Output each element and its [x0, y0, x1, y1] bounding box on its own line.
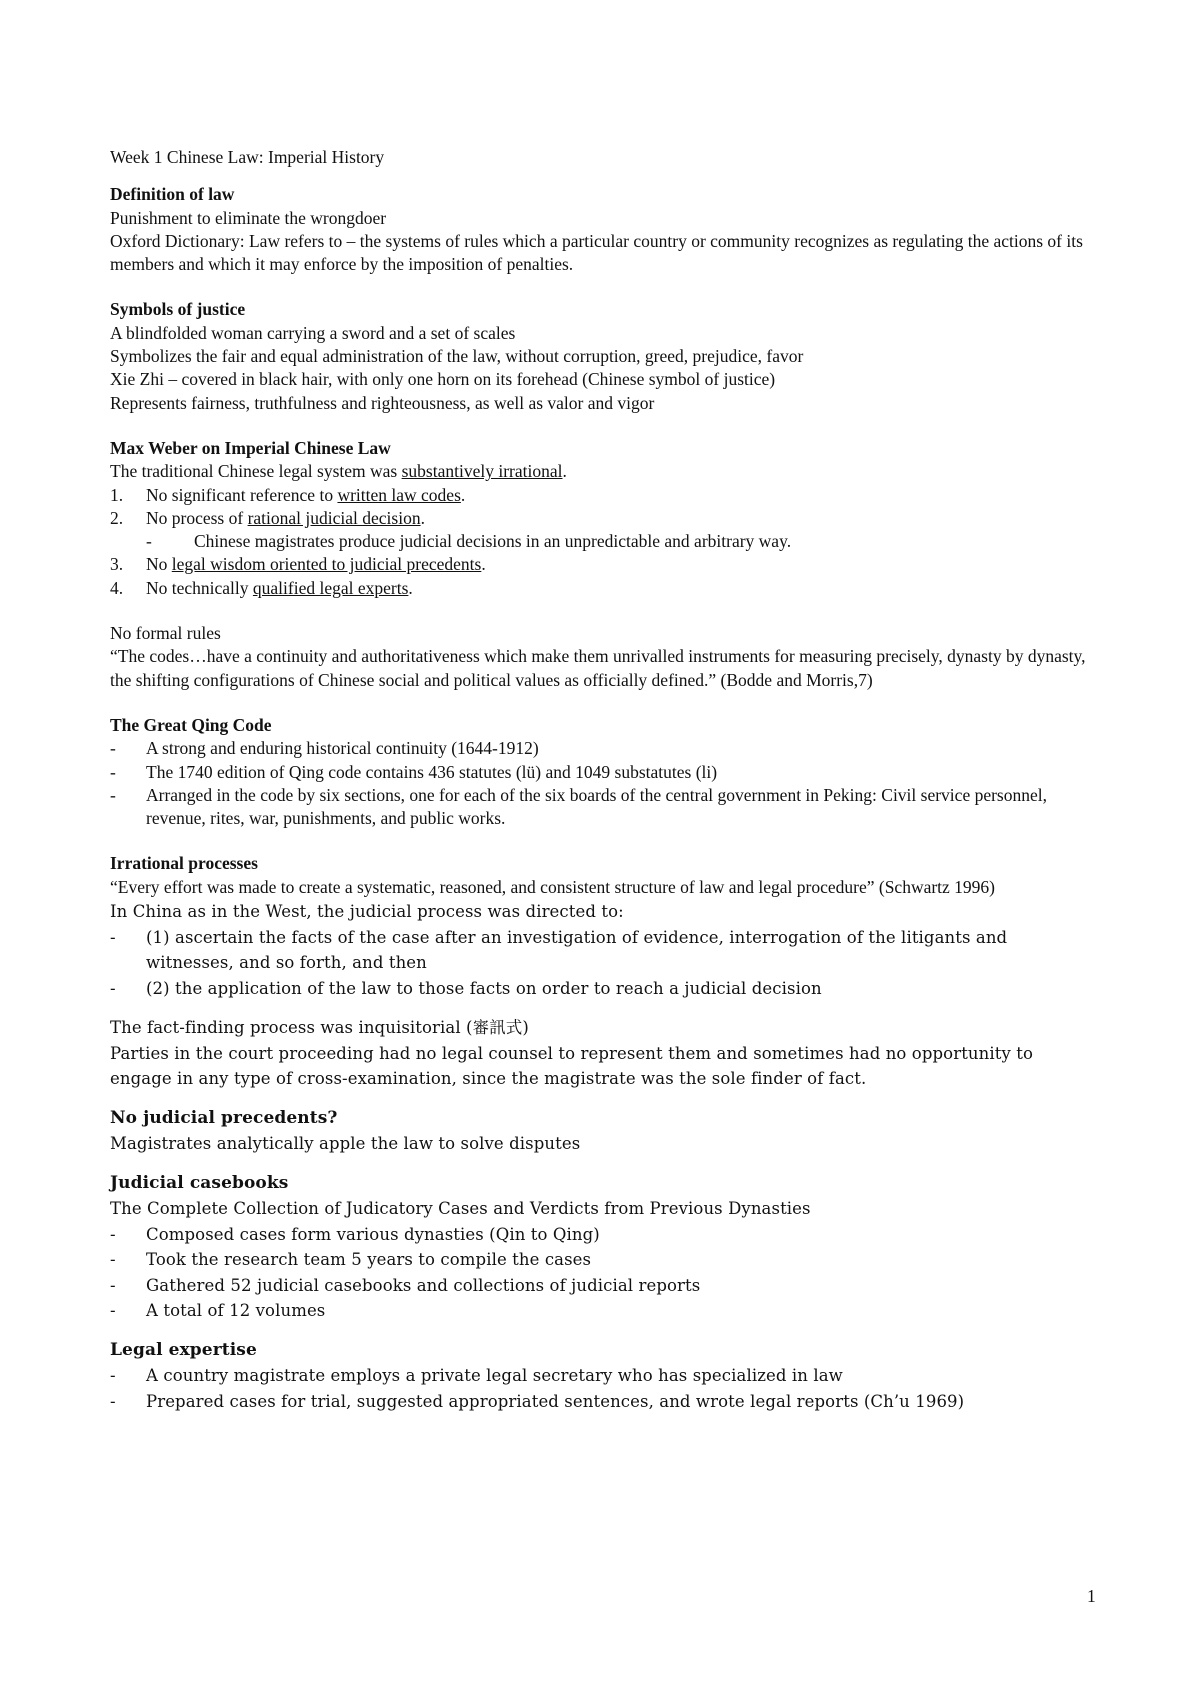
text: Gathered 52 judicial casebooks and collections of judicial reports: [146, 1275, 701, 1295]
section-heading: No judicial precedents?: [110, 1107, 338, 1128]
dash-list: [110, 737, 1090, 830]
list-item: [110, 577, 1090, 600]
text: No: [146, 554, 172, 575]
list-item: [110, 1363, 1090, 1389]
text: .: [562, 461, 567, 482]
text: No significant reference to: [146, 484, 338, 505]
text: .: [408, 577, 413, 598]
section-definition: [110, 183, 1090, 276]
document-body: [110, 146, 1090, 1414]
list-number: 1.: [110, 484, 124, 505]
section-heading: Definition of law: [110, 184, 235, 205]
paragraph: Magistrates analytically apple the law to solve disputes: [110, 1134, 581, 1154]
section-heading: Irrational processes: [110, 853, 258, 874]
paragraph: Parties in the court proceeding had no legal counsel to represent them and sometimes had no opportunity to engage in any type of cross-examination, since the magistrate was the sole finder of fact.: [110, 1043, 1034, 1089]
dash-list: [110, 925, 1090, 1002]
section-heading: Max Weber on Imperial Chinese Law: [110, 437, 391, 458]
text: The 1740 edition of Qing code contains 436 statutes (lü) and 1049 substatutes (li): [146, 761, 718, 782]
text: No technically: [146, 577, 253, 598]
text: .: [420, 507, 425, 528]
dash-marker: -: [110, 784, 116, 805]
underlined-term: substantively irrational: [401, 461, 563, 482]
list-number: 4.: [110, 577, 124, 598]
list-item: [110, 484, 1090, 507]
spacer: [110, 1324, 1090, 1338]
dash-marker: -: [146, 531, 152, 552]
paragraph: No formal rules: [110, 623, 221, 644]
list-item: [110, 976, 1090, 1002]
text: No process of: [146, 507, 248, 528]
section-weber: [110, 437, 1090, 600]
text: (1) ascertain the facts of the case after an investigation of evidence, interrogation of the litigants and witnesses, and so forth, and then: [146, 927, 1008, 973]
list-item: [110, 1247, 1090, 1273]
section-symbols: [110, 298, 1090, 414]
dash-marker: -: [110, 761, 116, 782]
dash-marker: -: [110, 1366, 116, 1386]
list-item: [110, 737, 1090, 760]
paragraph: In China as in the West, the judicial process was directed to:: [110, 902, 624, 922]
section-formal-rules: [110, 622, 1090, 692]
list-item: [110, 1222, 1090, 1248]
text: Took the research team 5 years to compile the cases: [146, 1250, 592, 1270]
quote-paragraph: “Every effort was made to create a systematic, reasoned, and consistent structure of law and legal procedure” (Schwartz 1996): [110, 876, 996, 897]
underlined-term: legal wisdom oriented to judicial precedents: [171, 554, 482, 575]
paragraph: [110, 460, 1090, 483]
list-item: [110, 1298, 1090, 1324]
text: A total of 12 volumes: [146, 1301, 326, 1321]
spacer: [110, 1092, 1090, 1106]
dash-marker: -: [110, 1224, 116, 1244]
paragraph: The fact-finding process was inquisitorial (審訊式): [110, 1018, 529, 1038]
text: Arranged in the code by six sections, one for each of the six boards of the central government in Peking: Civil service personnel, revenue, rites, war, punishments, and public works.: [146, 784, 1047, 829]
text: Prepared cases for trial, suggested appropriated sentences, and wrote legal reports (Ch’u 1969): [146, 1391, 965, 1411]
paragraph: The Complete Collection of Judicatory Cases and Verdicts from Previous Dynasties: [110, 1199, 811, 1219]
text: .: [481, 554, 486, 575]
sub-list-item: [110, 530, 1090, 553]
text: Chinese magistrates produce judicial decisions in an unpredictable and arbitrary way.: [194, 531, 792, 552]
spacer: [110, 1001, 1090, 1015]
document-title: Week 1 Chinese Law: Imperial History: [110, 147, 385, 167]
paragraph: A blindfolded woman carrying a sword and a set of scales: [110, 322, 516, 343]
dash-marker: -: [110, 1275, 116, 1295]
section-irrational: [110, 852, 1090, 899]
list-item: [110, 553, 1090, 576]
list-item: [110, 507, 1090, 530]
list-item: [110, 1273, 1090, 1299]
section-irrational-continued: [110, 899, 1090, 1414]
underlined-term: rational judicial decision: [247, 507, 421, 528]
section-heading: Legal expertise: [110, 1339, 257, 1360]
paragraph: Represents fairness, truthfulness and righteousness, as well as valor and vigor: [110, 392, 655, 413]
list-item: [110, 784, 1090, 831]
paragraph: Punishment to eliminate the wrongdoer: [110, 207, 387, 228]
paragraph: Oxford Dictionary: Law refers to – the systems of rules which a particular country or community recognizes as regulating the actions of its members and which it may enforce by the imposition of penalties.: [110, 230, 1083, 275]
text: The traditional Chinese legal system was: [110, 461, 402, 482]
dash-list: [110, 1222, 1090, 1324]
dash-marker: -: [110, 738, 116, 759]
text: Composed cases form various dynasties (Qin to Qing): [146, 1224, 600, 1244]
text: (2) the application of the law to those facts on order to reach a judicial decision: [146, 978, 822, 998]
spacer: [110, 1157, 1090, 1171]
dash-marker: -: [110, 1250, 116, 1270]
section-qing-code: [110, 714, 1090, 830]
dash-marker: -: [110, 978, 116, 998]
text: A country magistrate employs a private legal secretary who has specialized in law: [146, 1366, 843, 1386]
paragraph: Xie Zhi – covered in black hair, with only one horn on its forehead (Chinese symbol of justice): [110, 369, 776, 390]
list-item: [110, 925, 1090, 976]
dash-marker: -: [110, 1301, 116, 1321]
dash-list: [110, 1363, 1090, 1414]
page-number: 1: [1087, 1586, 1096, 1606]
underlined-term: qualified legal experts: [252, 577, 409, 598]
list-item: [110, 761, 1090, 784]
underlined-term: written law codes: [337, 484, 461, 505]
paragraph: Symbolizes the fair and equal administration of the law, without corruption, greed, prejudice, favor: [110, 346, 804, 367]
dash-marker: -: [110, 1391, 116, 1411]
text: A strong and enduring historical continuity (1644-1912): [146, 738, 539, 759]
quote-paragraph: “The codes…have a continuity and authoritativeness which make them unrivalled instruments for measuring precisely, dynasty by dynasty, the shifting configurations of Chinese social and political values as officially defined.” (Bodde and Morris,7): [110, 646, 1086, 690]
numbered-list: [110, 484, 1090, 600]
list-number: 2.: [110, 507, 124, 528]
section-heading: Symbols of justice: [110, 299, 246, 320]
list-item: [110, 1389, 1090, 1415]
list-number: 3.: [110, 554, 124, 575]
text: .: [460, 484, 466, 505]
section-heading: Judicial casebooks: [110, 1172, 289, 1193]
dash-marker: -: [110, 927, 116, 947]
section-heading: The Great Qing Code: [110, 714, 272, 735]
